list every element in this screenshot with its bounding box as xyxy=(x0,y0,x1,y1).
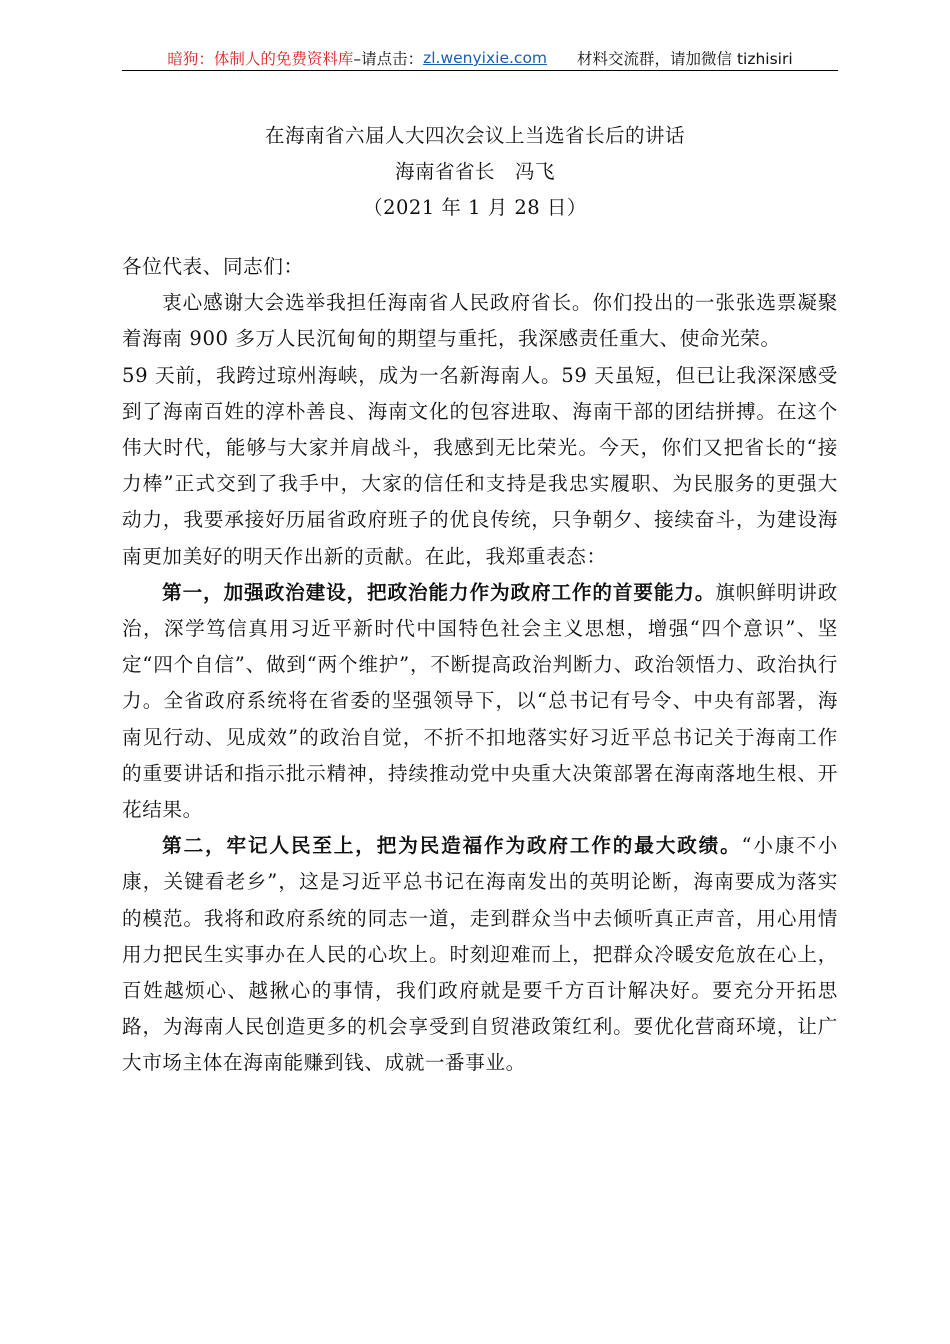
paragraph xyxy=(122,358,838,575)
click-prompt: –请点击： xyxy=(353,50,424,68)
paragraph xyxy=(122,285,838,357)
document-title: 在海南省六届人大四次会议上当选省长后的讲话 xyxy=(264,124,685,147)
document-date: （2021 年 1 月 28 日） xyxy=(363,196,587,219)
paragraph-text: 旗帜鲜明讲政治，深学笃信真用习近平新时代中国特色社会主义思想，增强“四个意识”、坚定“四个自信”、做到“两个维护”，不断提高政治判断力、政治领悟力、政治执行力。全省政府系统将在省委的坚强领导下，以“总书记有号令、中央有部署，海南见行动、见成效”的政治自觉，不折不扣地落实好习近平总书记关于海南工作的重要讲话和指示批示精神，持续推动党中央重大决策部署在海南落地生根、开花结果。 xyxy=(122,580,838,822)
document-author: 海南省省长 冯飞 xyxy=(394,160,555,183)
contact-text: 材料交流群，请加微信 tizhisiri xyxy=(577,50,793,68)
salutation: 各位代表、同志们： xyxy=(122,255,304,278)
website-link[interactable]: zl.wenyixie.com xyxy=(423,49,548,67)
promo-text: 暗狗：体制人的免费资料库 xyxy=(167,50,354,68)
paragraph-lead: 第二，牢记人民至上，把为民造福作为政府工作的最大政绩。 xyxy=(162,834,742,858)
paragraph xyxy=(122,575,838,828)
page-header-banner xyxy=(122,46,838,70)
paragraph-text: “小康不小康，关键看老乡”，这是习近平总书记在海南发出的英明论断，海南要成为落实的模范。我将和政府系统的同志一道，走到群众当中去倾听真正声音，用心用情用力把民生实事办在人民的心坎上。时刻迎难而上，把群众冷暖安危放在心上，百姓越烦心、越揪心的事情，我们政府就是要千方百计解决好。要充分开拓思路，为海南人民创造更多的机会享受到自贸港政策红利。要优化营商环境，让广大市场主体在海南能赚到钱、成就一番事业。 xyxy=(122,834,838,1075)
document-body xyxy=(122,249,838,1082)
header-divider xyxy=(122,70,838,71)
paragraph xyxy=(122,828,838,1081)
paragraph-lead: 第一，加强政治建设，把政治能力作为政府工作的首要能力。 xyxy=(162,580,716,604)
paragraph-text: 59 天前，我跨过琼州海峡，成为一名新海南人。59 天虽短，但已让我深深感受到了海南百姓的淳朴善良、海南文化的包容进取、海南干部的团结拼搏。在这个伟大时代，能够与大家并肩战斗，我感到无比荣光。今天，你们又把省长的“接力棒”正式交到了我手中，大家的信任和支持是我忠实履职、为民服务的更强大动力，我要承接好历届省政府班子的优良传统，只争朝夕、接续奋斗，为建设海南更加美好的明天作出新的贡献。在此，我郑重表态： xyxy=(122,363,838,568)
title-block xyxy=(0,118,950,226)
paragraph-text: 衷心感谢大会选举我担任海南省人民政府省长。你们投出的一张张选票凝聚着海南 900 多万人民沉甸甸的期望与重托，我深感责任重大、使命光荣。 xyxy=(122,291,838,351)
